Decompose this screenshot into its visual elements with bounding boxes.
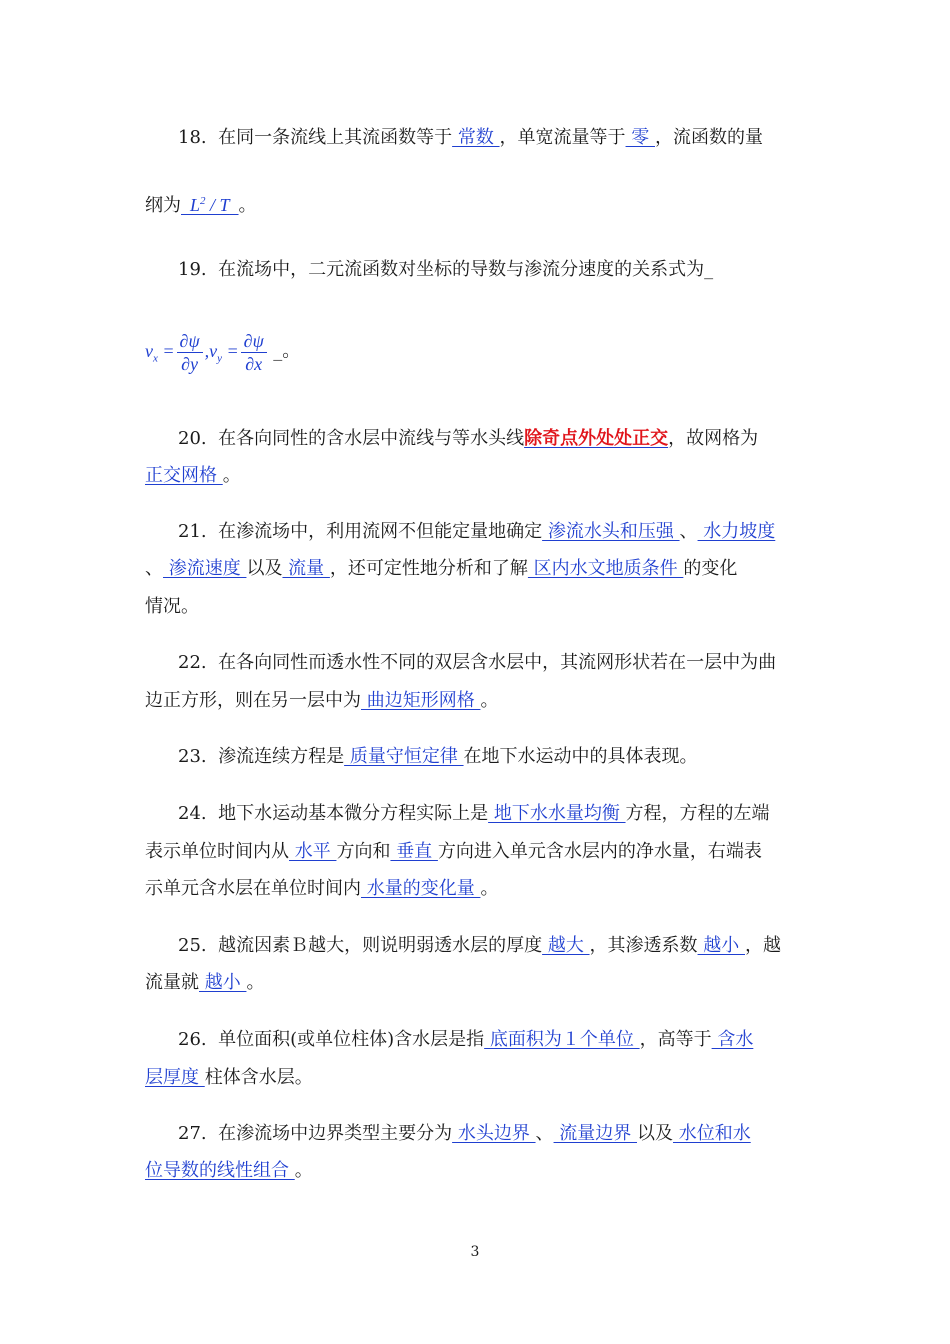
q18-answer3: $L^2$ / T [190,195,230,215]
q18-text4: 纲为 [145,195,181,216]
q21-answer1: 渗流水头和压强 [542,521,680,542]
q20-text2: ，故网格为 [668,428,759,449]
q18-text2: ，单宽流量等于 [499,127,626,148]
q27-answer2: 流量边界 [553,1123,637,1144]
q18-answer2: 零 [625,127,655,148]
q25-text4: 流量就 [145,972,199,993]
q27-text4: 。 [294,1160,313,1181]
q27-text1: 在渗流场中边界类型主要分为 [218,1123,453,1144]
q27-answer4: 位导数的线性组合 [145,1160,295,1181]
q26-answer3: 层厚度 [145,1067,205,1088]
q19-number: 19. [178,259,207,280]
q18-text5: 。 [238,195,257,216]
q24-text7: 。 [480,878,499,899]
q24-text5: 方向进入单元含水层内的净水量，右端表 [437,841,762,862]
q27-text3: 以及 [637,1123,673,1144]
q19-formula-line [145,330,810,375]
q25-number: 25. [178,935,207,956]
q27-answer1: 水头边界 [452,1123,536,1144]
q21-answer4: 流量 [282,558,330,579]
q21-text2: 、 [679,521,698,542]
q20-text3: 。 [222,465,241,486]
q27-answer3: 水位和水 [673,1123,751,1144]
q25-text3: ，越 [745,935,781,956]
q20-line1 [178,427,843,451]
q27-line1 [178,1122,843,1146]
q25-text2: ，其渗透系数 [589,935,698,956]
q20-line2 [145,464,810,488]
q20-number: 20. [178,428,207,449]
q18-number: 18. [178,127,207,148]
q23-answer1: 质量守恒定律 [344,746,464,767]
q23-line1 [178,745,843,769]
q25-answer1: 越大 [542,935,590,956]
q25-text5: 。 [246,972,265,993]
q19-formula: $v_x$ = $\frac{\partial\psi}{\partial y}$ $,v_y$ = $\frac{\partial\psi}{\partial x}$ [145,341,273,361]
q24-text2: 方程，方程的左端 [625,803,770,824]
q26-line1 [178,1028,843,1052]
q25-answer3: 越小 [199,972,247,993]
q26-answer1: 底面积为１个单位 [484,1029,640,1050]
page-number: 3 [470,1244,480,1260]
q21-text1: 在渗流场中，利用流网不但能定量地确定 [218,521,543,542]
q26-answer2: 含水 [711,1029,754,1050]
q24-line1 [178,802,843,826]
q23-text2: 在地下水运动中的具体表现。 [463,746,698,767]
q22-line1 [178,651,843,675]
q22-number: 22. [178,652,207,673]
q27-line2 [145,1159,810,1183]
q24-line3 [145,877,810,901]
q21-answer5: 区内水文地质条件 [527,558,684,579]
q20-text1: 在各向同性的含水层中流线与等水头线 [218,428,525,449]
q21-line1 [178,520,843,544]
q23-number: 23. [178,746,207,767]
q24-answer2: 水平 [289,841,337,862]
q21-answer2: 水力坡度 [697,521,776,542]
q26-text2: ，高等于 [639,1029,712,1050]
q21-line3 [145,595,810,619]
q19-line1 [178,258,843,282]
q21-answer3: 渗流速度 [163,558,247,579]
q21-line2 [145,557,810,581]
q26-line2 [145,1066,810,1090]
q21-text6: 的变化 [683,558,738,579]
q20-answer1: 除奇点外处处正交 [524,428,669,449]
q22-line2 [145,689,810,713]
q27-number: 27. [178,1123,207,1144]
q21-text5: ，还可定性地分析和了解 [329,558,528,579]
q25-answer2: 越小 [697,935,745,956]
q18-text1: 在同一条流线上其流函数等于 [218,127,453,148]
q24-text3: 表示单位时间内从 [145,841,289,862]
q25-line2 [145,971,810,995]
q22-answer1: 曲边矩形网格 [361,690,481,711]
q23-text1: 渗流连续方程是 [218,746,345,767]
q24-text4: 方向和 [336,841,391,862]
q20-answer2: 正交网格 [145,465,223,486]
q22-text3: 。 [480,690,499,711]
q24-answer1: 地下水水量均衡 [488,803,626,824]
q21-text4: 以及 [246,558,283,579]
q21-number: 21. [178,521,207,542]
q19-text1: 在流场中，二元流函数对坐标的导数与渗流分速度的关系式为_ [218,259,714,280]
q21-text3: 、 [145,558,163,579]
q24-text1: 地下水运动基本微分方程实际上是 [218,803,489,824]
q22-text2: 边正方形，则在另一层中为 [145,690,361,711]
q24-line2 [145,840,810,864]
q24-answer4: 水量的变化量 [361,878,481,899]
q21-text7: 情况。 [145,596,199,617]
q18-text3: ，流函数的量 [655,127,763,148]
q27-text2: 、 [535,1123,554,1144]
q25-line1 [178,934,843,958]
q26-number: 26. [178,1029,207,1050]
q18-line2 [145,189,810,218]
q26-text3: 柱体含水层。 [204,1067,313,1088]
q26-text1: 单位面积(或单位柱体)含水层是指 [218,1029,485,1050]
q22-text1: 在各向同性而透水性不同的双层含水层中，其流网形状若在一层中为曲 [218,652,777,673]
q25-text1: 越流因素Ｂ越大，则说明弱透水层的厚度 [218,935,543,956]
q24-number: 24. [178,803,207,824]
q18-line1 [178,126,843,150]
q24-answer3: 垂直 [390,841,438,862]
q18-answer1: 常数 [452,127,500,148]
q24-text6: 示单元含水层在单位时间内 [145,878,361,899]
q19-text2: _。 [273,340,301,362]
